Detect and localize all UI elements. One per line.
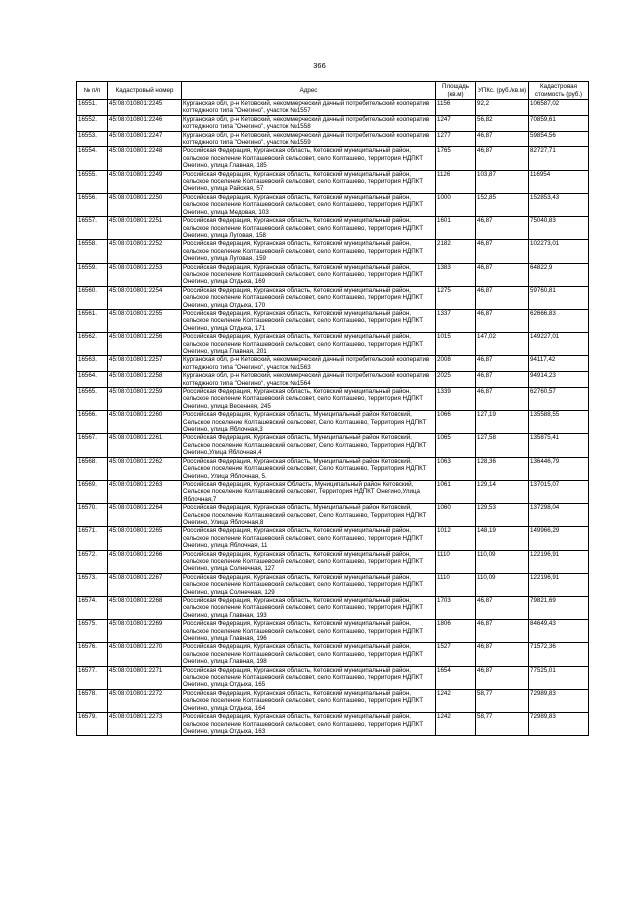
upks-cell: 46,87 <box>476 356 529 372</box>
row-number: 16574. <box>77 597 108 620</box>
address-cell: Российская Федерация, Курганская область, Кетовский муниципальный район, сельское поселение Колташевский сельсовет, село Колташево, территория НДПКТ Онегино, улица Луговая, 158 <box>182 217 436 240</box>
row-number: 16561. <box>77 309 108 332</box>
value-cell: 59854,56 <box>529 131 589 147</box>
value-cell: 72989,83 <box>529 689 589 712</box>
cadastral-number: 45:08:010801:2264 <box>108 504 182 527</box>
address-cell: Российская Федерация, Курганская область, Кетовский муниципальный район, сельское поселение Колташевский сельсовет, село Колташево, территория НДПКТ Онегино, улица Весенняя, 245 <box>182 388 436 411</box>
cadastral-number: 45:08:010801:2258 <box>108 372 182 388</box>
table-row <box>77 527 589 550</box>
cadastral-number: 45:08:010801:2272 <box>108 689 182 712</box>
row-number: 16568. <box>77 457 108 480</box>
cadastral-number: 45:08:010801:2271 <box>108 666 182 689</box>
value-cell: 70859,61 <box>529 115 589 131</box>
table-row <box>77 286 589 309</box>
cadastral-number: 45:08:010801:2257 <box>108 356 182 372</box>
table-row <box>77 620 589 643</box>
area-cell: 2025 <box>436 372 476 388</box>
area-cell: 1012 <box>436 527 476 550</box>
address-cell: Российская Федерация, Курганская область, Муниципальный район Кетовский, Сельское поселение Колташевский сельсовет, Село Колташево, Территория НДПКТ Онегино, улица Яблочная,3 <box>182 411 436 434</box>
cadastral-number: 45:08:010801:2268 <box>108 597 182 620</box>
upks-cell: 127,58 <box>476 434 529 457</box>
area-cell: 1275 <box>436 286 476 309</box>
upks-cell: 46,87 <box>476 147 529 170</box>
row-number: 16578. <box>77 689 108 712</box>
table-row <box>77 597 589 620</box>
table-row <box>77 411 589 434</box>
row-number: 16573. <box>77 573 108 596</box>
value-cell: 135588,55 <box>529 411 589 434</box>
header-cadastral: Кадастровый номер <box>108 82 182 100</box>
address-cell: Российская Федерация, Курганская область, Кетовский муниципальный район, сельское поселение Колташевский сельсовет, село Колташево, территория НДПКТ Онегино, улица Отдыха, 169 <box>182 263 436 286</box>
cadastral-number: 45:08:010801:2269 <box>108 620 182 643</box>
cadastral-number: 45:08:010801:2253 <box>108 263 182 286</box>
header-address: Адрес <box>182 82 436 100</box>
header-num: № п/п <box>77 82 108 100</box>
address-cell: Курганская обл, р-н Кетовский, некоммерческий дачный потребительский кооператив коттеджного типа "Онегино", участок №1563 <box>182 356 436 372</box>
upks-cell: 46,87 <box>476 217 529 240</box>
address-cell: Курганская обл, р-н Кетовский, некоммерческий дачный потребительский кооператив коттеджного типа "Онегино", участок №1557 <box>182 100 436 116</box>
value-cell: 106587,02 <box>529 100 589 116</box>
address-cell: Российская Федерация, Курганская область, Кетовский муниципальный район, сельское поселение Колташевский сельсовет, село Колташево, территория НДПКТ Онегино, улица Райская, 57 <box>182 170 436 193</box>
cadastral-number: 45:08:010801:2254 <box>108 286 182 309</box>
row-number: 16557. <box>77 217 108 240</box>
table-row <box>77 689 589 712</box>
upks-cell: 58,77 <box>476 713 529 736</box>
upks-cell: 129,53 <box>476 504 529 527</box>
value-cell: 122196,91 <box>529 573 589 596</box>
table-header-row <box>77 82 589 100</box>
row-number: 16565. <box>77 388 108 411</box>
area-cell: 1015 <box>436 333 476 356</box>
cadastral-number: 45:08:010801:2261 <box>108 434 182 457</box>
value-cell: 116954 <box>529 170 589 193</box>
table-row <box>77 573 589 596</box>
upks-cell: 128,36 <box>476 457 529 480</box>
cadastral-number: 45:08:010801:2245 <box>108 100 182 116</box>
row-number: 16560. <box>77 286 108 309</box>
upks-cell: 147,02 <box>476 333 529 356</box>
value-cell: 149227,01 <box>529 333 589 356</box>
area-cell: 1110 <box>436 573 476 596</box>
cadastral-number: 45:08:010801:2267 <box>108 573 182 596</box>
value-cell: 94117,42 <box>529 356 589 372</box>
upks-cell: 46,87 <box>476 388 529 411</box>
value-cell: 135875,41 <box>529 434 589 457</box>
row-number: 16577. <box>77 666 108 689</box>
table-row <box>77 333 589 356</box>
cadastral-number: 45:08:010801:2262 <box>108 457 182 480</box>
row-number: 16575. <box>77 620 108 643</box>
value-cell: 122196,91 <box>529 550 589 573</box>
cadastral-number: 45:08:010801:2251 <box>108 217 182 240</box>
area-cell: 1156 <box>436 100 476 116</box>
area-cell: 2182 <box>436 240 476 263</box>
row-number: 16571. <box>77 527 108 550</box>
cadastral-number: 45:08:010801:2266 <box>108 550 182 573</box>
upks-cell: 92,2 <box>476 100 529 116</box>
cadastral-number: 45:08:010801:2249 <box>108 170 182 193</box>
row-number: 16552. <box>77 115 108 131</box>
value-cell: 94914,23 <box>529 372 589 388</box>
table-row <box>77 457 589 480</box>
cadastral-number: 45:08:010801:2256 <box>108 333 182 356</box>
area-cell: 1806 <box>436 620 476 643</box>
upks-cell: 46,87 <box>476 263 529 286</box>
table-row <box>77 100 589 116</box>
address-cell: Российская Федерация, Курганская область, Кетовский муниципальный район, сельское поселение Колташевский сельсовет, село Колташево, территория НДПКТ Онегино, улица Главная, 201 <box>182 333 436 356</box>
cadastral-number: 45:08:010801:2246 <box>108 115 182 131</box>
row-number: 16563. <box>77 356 108 372</box>
area-cell: 1765 <box>436 147 476 170</box>
row-number: 16558. <box>77 240 108 263</box>
table-row <box>77 480 589 503</box>
area-cell: 1383 <box>436 263 476 286</box>
table-row <box>77 193 589 216</box>
value-cell: 136446,79 <box>529 457 589 480</box>
row-number: 16564. <box>77 372 108 388</box>
area-cell: 1601 <box>436 217 476 240</box>
row-number: 16556. <box>77 193 108 216</box>
table-row <box>77 147 589 170</box>
address-cell: Российская Федерация, Курганская область, Кетовский муниципальный район, сельское поселение Колташевский сельсовет, село Колташево, территория НДПКТ Онегино, улица Яблочная, 11 <box>182 527 436 550</box>
upks-cell: 127,19 <box>476 411 529 434</box>
header-value: Кадастровая стоимость (руб.) <box>529 82 589 100</box>
table-row <box>77 434 589 457</box>
row-number: 16553. <box>77 131 108 147</box>
cadastral-table <box>76 81 589 736</box>
cadastral-number: 45:08:010801:2270 <box>108 643 182 666</box>
value-cell: 59760,81 <box>529 286 589 309</box>
table-row <box>77 643 589 666</box>
row-number: 16554. <box>77 147 108 170</box>
cadastral-number: 45:08:010801:2248 <box>108 147 182 170</box>
table-row <box>77 372 589 388</box>
row-number: 16551. <box>77 100 108 116</box>
area-cell: 1061 <box>436 480 476 503</box>
upks-cell: 110,09 <box>476 550 529 573</box>
area-cell: 1110 <box>436 550 476 573</box>
row-number: 16559. <box>77 263 108 286</box>
address-cell: Российская Федерация, Курганская область, Кетовский муниципальный район, сельское поселение Колташевский сельсовет, село Колташево, территория НДПКТ Онегино, улица Отдыха, 164 <box>182 689 436 712</box>
area-cell: 1337 <box>436 309 476 332</box>
address-cell: Российская Федерация, Курганская область, Кетовский муниципальный район, сельское поселение Колташевский сельсовет, село Колташево, территория НДПКТ Онегино, улица Отдыха, 163 <box>182 713 436 736</box>
upks-cell: 152,85 <box>476 193 529 216</box>
upks-cell: 46,87 <box>476 372 529 388</box>
table-row <box>77 240 589 263</box>
cadastral-number: 45:08:010801:2260 <box>108 411 182 434</box>
area-cell: 1063 <box>436 457 476 480</box>
upks-cell: 103,87 <box>476 170 529 193</box>
table-row <box>77 115 589 131</box>
area-cell: 1527 <box>436 643 476 666</box>
area-cell: 1126 <box>436 170 476 193</box>
header-area: Площадь (кв.м) <box>436 82 476 100</box>
table-row <box>77 263 589 286</box>
value-cell: 84649,43 <box>529 620 589 643</box>
area-cell: 1242 <box>436 713 476 736</box>
cadastral-number: 45:08:010801:2247 <box>108 131 182 147</box>
address-cell: Российская Федерация, Курганская область, Кетовский муниципальный район, сельское поселение Колташевский сельсовет, село Колташево, территория НДПКТ Онегино, улица Главная, 193 <box>182 597 436 620</box>
table-row <box>77 713 589 736</box>
table-row <box>77 666 589 689</box>
value-cell: 62760,57 <box>529 388 589 411</box>
address-cell: Российская Федерация, Курганская область, Кетовский муниципальный район, сельское поселение Колташевский сельсовет, село Колташево, территория НДПКТ Онегино, улица Главная, 196 <box>182 620 436 643</box>
row-number: 16576. <box>77 643 108 666</box>
table-row <box>77 504 589 527</box>
address-cell: Российская Федерация, Курганская область, Кетовский муниципальный район, сельское поселение Колташевский сельсовет, село Колташево, территория НДПКТ Онегино, улица Отдыха, 171 <box>182 309 436 332</box>
upks-cell: 46,87 <box>476 597 529 620</box>
area-cell: 1277 <box>436 131 476 147</box>
upks-cell: 58,77 <box>476 689 529 712</box>
address-cell: Российская Федерация, Курганская область, Кетовский муниципальный район, сельское поселение Колташевский сельсовет, село Колташево, территория НДПКТ Онегино, улица Солнечная, 129 <box>182 573 436 596</box>
upks-cell: 110,09 <box>476 573 529 596</box>
row-number: 16562. <box>77 333 108 356</box>
address-cell: Российская Федерация, Курганская область, Кетовский муниципальный район, сельское поселение Колташевский сельсовет, село Колташево, территория НДПКТ Онегино, улица Отдыха, 170 <box>182 286 436 309</box>
value-cell: 82727,71 <box>529 147 589 170</box>
area-cell: 1066 <box>436 411 476 434</box>
row-number: 16569. <box>77 480 108 503</box>
area-cell: 1339 <box>436 388 476 411</box>
upks-cell: 129,14 <box>476 480 529 503</box>
header-upks: УПКс. (руб./кв.м) <box>476 82 529 100</box>
value-cell: 137015,07 <box>529 480 589 503</box>
address-cell: Российская Федерация, Курганская область, Муниципальный район Кетовский, Сельское поселение Колташевский сельсовет, Село Колташево, Территория НДПКТ Онегино, Улица Яблочная,8 <box>182 504 436 527</box>
upks-cell: 46,87 <box>476 240 529 263</box>
row-number: 16579. <box>77 713 108 736</box>
value-cell: 77525,01 <box>529 666 589 689</box>
address-cell: Российская Федерация, Курганская область, Кетовский муниципальный район, сельское поселение Колташевский сельсовет, село Колташево, территория НДПКТ Онегино, улица Главная, 198 <box>182 643 436 666</box>
value-cell: 102273,01 <box>529 240 589 263</box>
address-cell: Курганская обл, р-н Кетовский, некоммерческий дачный потребительский кооператив коттеджного типа "Онегино", участок №1558 <box>182 115 436 131</box>
address-cell: Российская Федерация, Курганская область, Кетовский муниципальный район, сельское поселение Колташевский сельсовет, село Колташево, территория НДПКТ Онегино, улица Солнечная, 127 <box>182 550 436 573</box>
address-cell: Российская Федерация, Курганская область, Кетовский муниципальный район, сельское поселение Колташевский сельсовет, село Колташево, территория НДПКТ Онегино, улица Главная, 185 <box>182 147 436 170</box>
value-cell: 149966,29 <box>529 527 589 550</box>
row-number: 16570. <box>77 504 108 527</box>
address-cell: Курганская обл, р-н Кетовский, некоммерческий дачный потребительский кооператив коттеджного типа "Онегино", участок №1559 <box>182 131 436 147</box>
address-cell: Российская Федерация, Курганская область, Кетовский муниципальный район, сельское поселение Колташевский сельсовет, село Колташево, территория НДПКТ Онегино, улица Отдыха, 165 <box>182 666 436 689</box>
upks-cell: 56,82 <box>476 115 529 131</box>
value-cell: 75040,83 <box>529 217 589 240</box>
table-row <box>77 550 589 573</box>
table-row <box>77 217 589 240</box>
upks-cell: 46,87 <box>476 666 529 689</box>
upks-cell: 148,19 <box>476 527 529 550</box>
area-cell: 2008 <box>436 356 476 372</box>
value-cell: 79821,69 <box>529 597 589 620</box>
cadastral-number: 45:08:010801:2250 <box>108 193 182 216</box>
page-number: 366 <box>313 61 326 70</box>
row-number: 16555. <box>77 170 108 193</box>
address-cell: Российская Федерация, Курганская область, Кетовский муниципальный район, сельское поселение Колташевский сельсовет, село Колташево, территория НДПКТ Онегино, улица Медовая, 103 <box>182 193 436 216</box>
area-cell: 1000 <box>436 193 476 216</box>
upks-cell: 46,87 <box>476 131 529 147</box>
value-cell: 137298,04 <box>529 504 589 527</box>
area-cell: 1247 <box>436 115 476 131</box>
address-cell: Курганская обл, р-н Кетовский, некоммерческий дачный потребительский кооператив коттеджного типа "Онегино", участок №1564 <box>182 372 436 388</box>
cadastral-number: 45:08:010801:2259 <box>108 388 182 411</box>
cadastral-number: 45:08:010801:2273 <box>108 713 182 736</box>
table-row <box>77 388 589 411</box>
area-cell: 1060 <box>436 504 476 527</box>
value-cell: 72989,83 <box>529 713 589 736</box>
address-cell: Российская Федерация, Курганская область, Муниципальный район Кетовский, Сельское поселение Колташевский сельсовет, Село Колташево, Территория НДПКТ Онегино,Улица Яблочная,4 <box>182 434 436 457</box>
row-number: 16566. <box>77 411 108 434</box>
table-row <box>77 309 589 332</box>
table-row <box>77 170 589 193</box>
cadastral-number: 45:08:010801:2255 <box>108 309 182 332</box>
value-cell: 152853,43 <box>529 193 589 216</box>
table-row <box>77 356 589 372</box>
row-number: 16567. <box>77 434 108 457</box>
address-cell: Российская Федерация, Курганская область, Кетовский муниципальный район, сельское поселение Колташевский сельсовет, село Колташево, территория НДПКТ Онегино, улица Луговая, 159 <box>182 240 436 263</box>
cadastral-number: 45:08:010801:2265 <box>108 527 182 550</box>
value-cell: 64822,9 <box>529 263 589 286</box>
upks-cell: 46,87 <box>476 643 529 666</box>
value-cell: 71572,36 <box>529 643 589 666</box>
address-cell: Российская Федерация, Курганская область, Муниципальный район Кетовский, Сельское поселение Колташевский сельсовет, Село Колташево, Территория НДПКТ Онегино, Улица Яблочная, 5. <box>182 457 436 480</box>
area-cell: 1242 <box>436 689 476 712</box>
upks-cell: 46,87 <box>476 309 529 332</box>
cadastral-number: 45:08:010801:2252 <box>108 240 182 263</box>
table-row <box>77 131 589 147</box>
area-cell: 1065 <box>436 434 476 457</box>
area-cell: 1703 <box>436 597 476 620</box>
row-number: 16572. <box>77 550 108 573</box>
cadastral-number: 45:08:010801:2263 <box>108 480 182 503</box>
area-cell: 1654 <box>436 666 476 689</box>
upks-cell: 46,87 <box>476 620 529 643</box>
address-cell: Российская Федерация, Курганская Область, Муниципальный район Кетовский, Сельское поселение Колташевский сельсовет, Территория НДПКТ Онегино,Улица Яблочная,7 <box>182 480 436 503</box>
value-cell: 62666,83 <box>529 309 589 332</box>
upks-cell: 46,87 <box>476 286 529 309</box>
